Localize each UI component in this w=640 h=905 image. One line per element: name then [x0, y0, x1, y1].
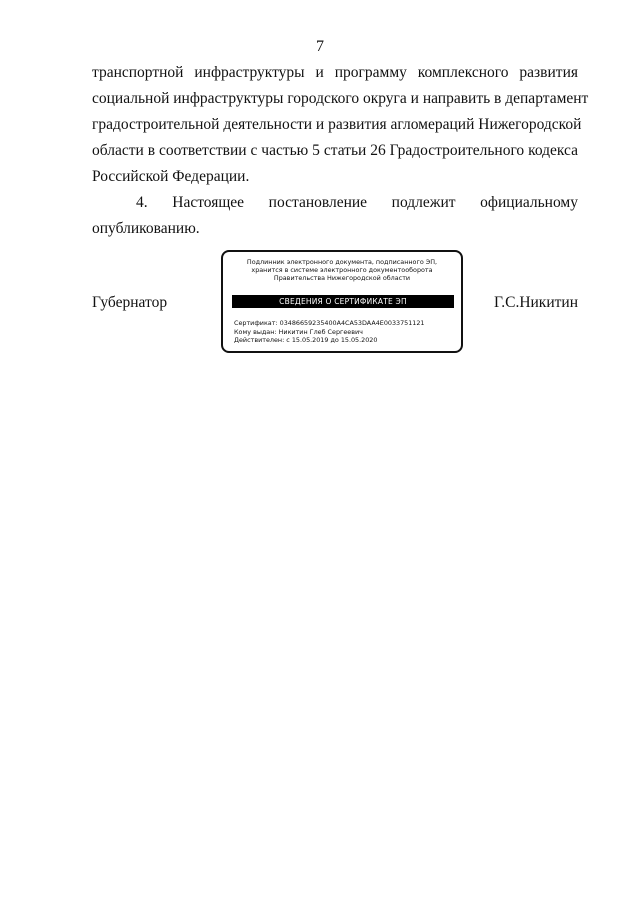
- stamp-details: [234, 319, 424, 345]
- stamp-banner: СВЕДЕНИЯ О СЕРТИФИКАТЕ ЭП: [232, 295, 454, 308]
- text-line: градостроительной деятельности и развития агломераций Нижегородской: [92, 116, 582, 133]
- text-line: области в соответствии с частью 5 статьи 26 Градостроительного кодекса: [92, 142, 578, 159]
- stamp-header-line: хранится в системе электронного документооборота: [251, 266, 433, 274]
- text-line: транспортной инфраструктуры и программу комплексного развития: [92, 64, 578, 81]
- validity-row: [234, 336, 424, 345]
- electronic-signature-stamp: [221, 250, 463, 353]
- text-line: социальной инфраструктуры городского округа и направить в департамент: [92, 90, 589, 107]
- paragraph-item-4: [92, 190, 578, 242]
- paragraph-continuation: [92, 60, 589, 190]
- certificate-row: [234, 319, 424, 328]
- validity-value: с 15.05.2019 до 15.05.2020: [286, 336, 378, 344]
- signatory-name: Г.С.Никитин: [494, 294, 578, 311]
- text-line: 4. Настоящее постановление подлежит официальному: [136, 194, 578, 211]
- signatory-title: Губернатор: [92, 294, 168, 311]
- stamp-header-line: Правительства Нижегородской области: [273, 274, 411, 282]
- certificate-value: 03486659235400A4CA53DAA4E0033751121: [279, 319, 425, 327]
- stamp-header: [223, 258, 461, 282]
- stamp-header-line: Подлинник электронного документа, подписанного ЭП,: [246, 258, 438, 266]
- validity-label: Действителен:: [234, 336, 285, 344]
- text-line: Российской Федерации.: [92, 168, 250, 185]
- certificate-label: Сертификат:: [234, 319, 278, 327]
- issued-to-row: [234, 328, 424, 337]
- text-line: опубликованию.: [92, 220, 200, 237]
- issued-to-value: Никитин Глеб Сергеевич: [278, 327, 363, 336]
- page-number: 7: [316, 38, 324, 55]
- issued-to-label: Кому выдан:: [234, 327, 277, 336]
